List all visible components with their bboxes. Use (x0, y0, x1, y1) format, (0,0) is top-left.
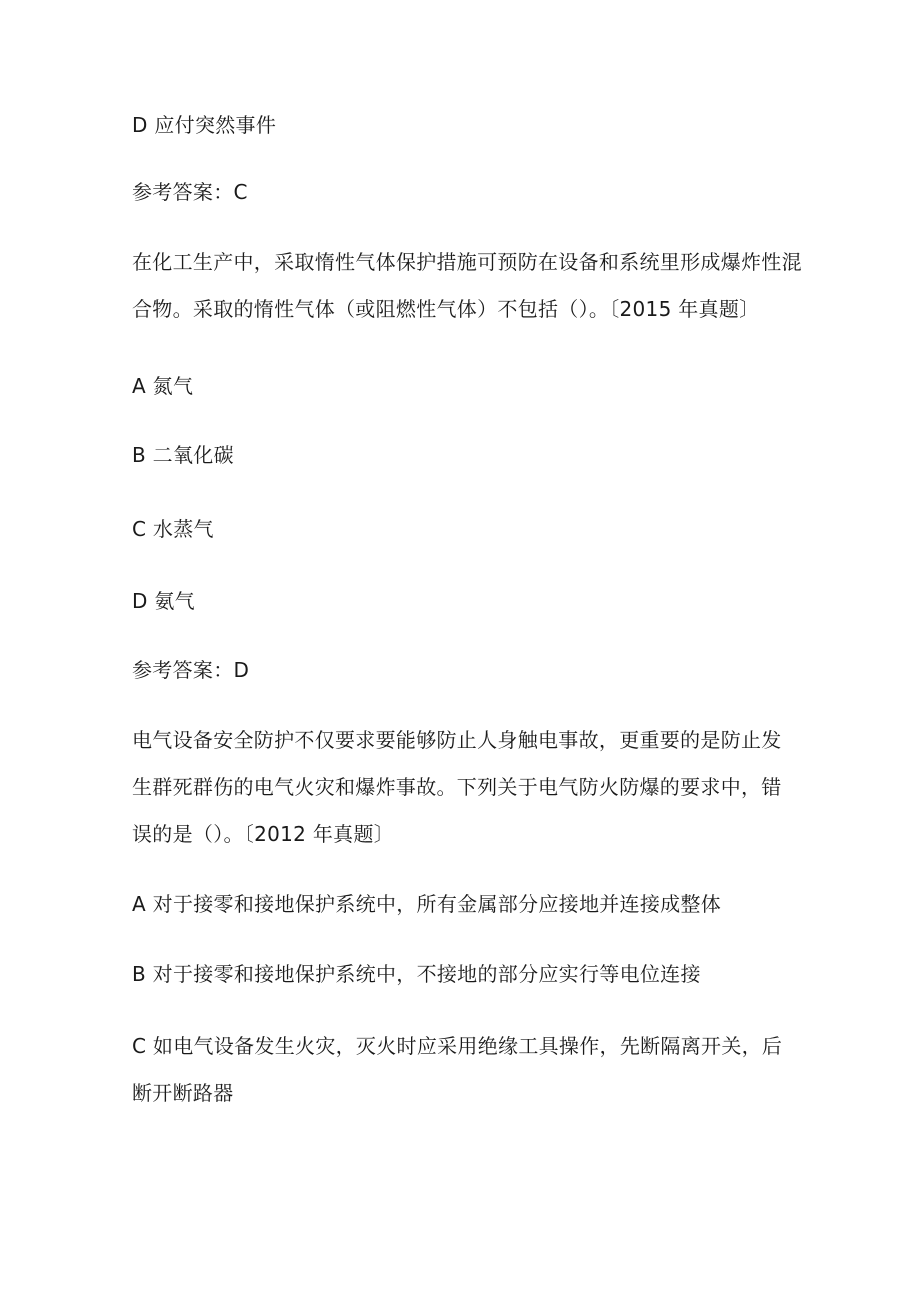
q2-option-b: B 二氧化碳 (132, 443, 234, 467)
q2-stem-line-1: 在化工生产中，采取惰性气体保护措施可预防在设备和系统里形成爆炸性混 (132, 250, 802, 274)
q2-stem-line-2: 合物。采取的惰性气体（或阻燃性气体）不包括（）。〔2015 年真题〕 (132, 297, 760, 321)
q2-option-d: D 氨气 (132, 589, 195, 613)
q3-option-c-line-2: 断开断路器 (132, 1081, 234, 1105)
q3-option-c-line-1: C 如电气设备发生火灾，灭火时应采用绝缘工具操作，先断隔离开关，后 (132, 1034, 783, 1058)
q3-stem-line-3: 误的是（）。〔2012 年真题〕 (132, 822, 395, 846)
q1-answer: 参考答案：C (132, 180, 248, 204)
q3-stem-line-2: 生群死群伤的电气火灾和爆炸事故。下列关于电气防火防爆的要求中，错 (132, 775, 782, 799)
q2-answer: 参考答案：D (132, 658, 250, 682)
q3-option-a: A 对于接零和接地保护系统中，所有金属部分应接地并连接成整体 (132, 892, 722, 916)
q1-option-d: D 应付突然事件 (132, 113, 277, 137)
q3-option-b: B 对于接零和接地保护系统中，不接地的部分应实行等电位连接 (132, 962, 701, 986)
q3-stem-line-1: 电气设备安全防护不仅要求要能够防止人身触电事故，更重要的是防止发 (132, 728, 782, 752)
q2-option-a: A 氮气 (132, 374, 194, 398)
q2-option-c: C 水蒸气 (132, 517, 214, 541)
